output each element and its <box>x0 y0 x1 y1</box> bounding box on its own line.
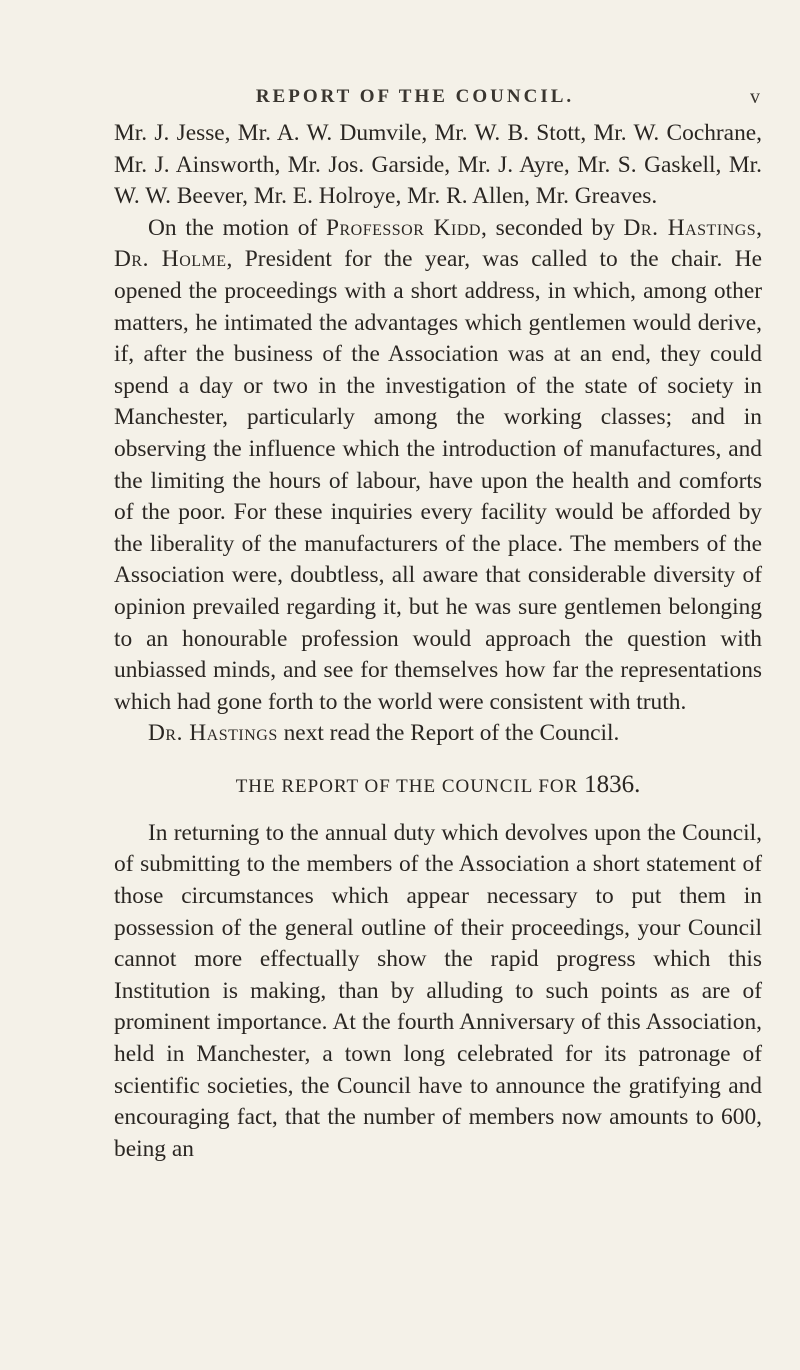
page-number: v <box>750 86 760 108</box>
report-reading-paragraph: Dr. Hastings next read the Report of the Council. <box>148 720 620 747</box>
section-heading: THE REPORT OF THE COUNCIL FOR 1836. <box>235 770 641 798</box>
chair-address-paragraph: On the motion of Professor Kidd, seconded by Dr. Hastings, Dr. Holme, President for the year, was called to the chair. He opened the proceedings with a short address, in which, among other matters, he intimated the advantages which gentlemen would derive, if, after the business of the Association was at an end, they could spend a day or two in the investigation of the state of society in Manchester, particularly among the working classes; and in observing the influence which the introduction of manufactures, and the limiting the hours of labour, have upon the health and comforts of the poor. For these inquiries every facility would be afforded by the liberality of the manufacturers of the place. The members of the Association were, doubtless, all aware that considerable diversity of opinion prevailed regarding it, but he was sure gentlemen belonging to an honourable profession would approach the question with unbiassed minds, and see for themselves how far the representations which had gone forth to the world were consistent with truth. <box>114 214 763 715</box>
page-body <box>114 118 762 1165</box>
attendee-list-paragraph: Mr. J. Jesse, Mr. A. W. Dumvile, Mr. W. B. Stott, Mr. W. Cochrane, Mr. J. Ainsworth, Mr. Jos. Garside, Mr. J. Ayre, Mr. S. Gaskell, Mr. W. W. Beever, Mr. E. Holroye, Mr. R. Allen, Mr. Greaves. <box>114 120 762 210</box>
section-year: 1836. <box>584 770 641 798</box>
running-header: REPORT OF THE COUNCIL. <box>255 86 575 107</box>
name-professor-kidd: Professor Kidd <box>325 214 481 241</box>
name-dr-hastings: Dr. Hastings <box>623 214 757 241</box>
name-dr-hastings: Dr. Hastings <box>148 720 278 747</box>
name-dr-holme: Dr. Holme <box>114 246 227 273</box>
report-paragraph: In returning to the annual duty which devolves upon the Council, of submitting to the members of the Association a short statement of those circumstances which appear necessary to put them in possession of the general outline of their proceedings, your Council cannot more effectually show the rapid progress which this Institution is making, than by alluding to such points as are of prominent importance. At the fourth Anniversary of this Association, held in Manchester, a town long celebrated for its patronage of scientific societies, the Council have to announce the gratifying and encouraging fact, that the number of members now amounts to 600, being an <box>114 819 762 1162</box>
